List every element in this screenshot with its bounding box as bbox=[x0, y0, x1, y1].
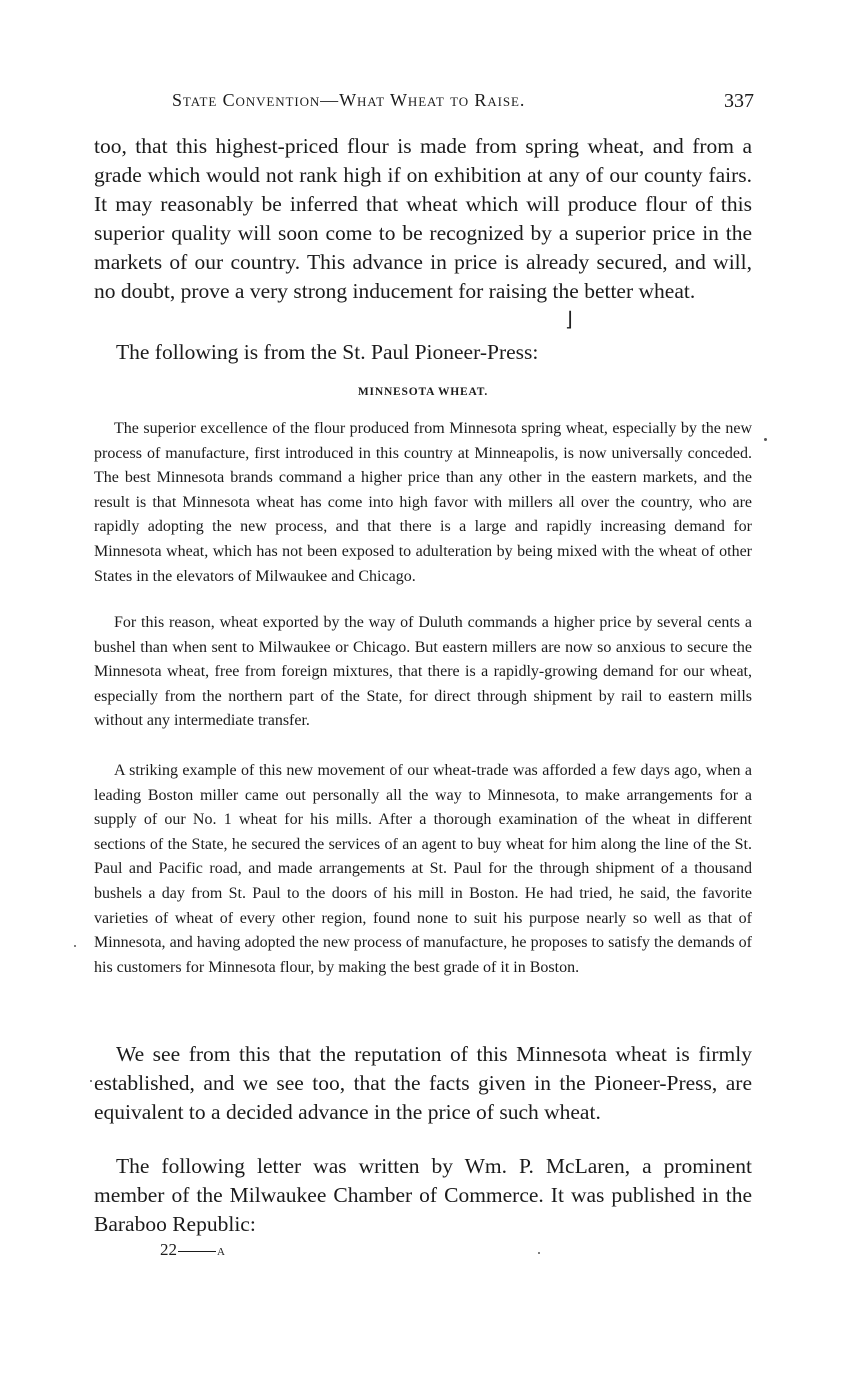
paragraph-opening: too, that this highest-priced flour is made from spring wheat, and from a grade which would not rank high if on exhibition at any of our county fairs. It may reasonably be inferred that wheat which will produce flour of this superior quality will soon come to be recognized by a superior price in the markets of our country. This advance in price is already secured, and will, no doubt, prove a very strong inducement for raising the better wheat. bbox=[94, 134, 752, 303]
paragraph-letter-intro: The following letter was written by Wm. P. McLaren, a prominent member of the Milwaukee Chamber of Commerce. It was published in the Baraboo Republic: bbox=[94, 1154, 752, 1236]
page-number: 337 bbox=[724, 90, 754, 112]
quoted-paragraph-2: For this reason, wheat exported by the way of Duluth commands a higher price by several cents a bushel than when sent to Milwaukee or Chicago. But eastern millers are now so anxious to secure the Minnesota wheat, free from foreign mixtures, that there is a rapidly-growing demand for our wheat, especially from the northern part of the State, for direct through shipment by rail to eastern mills without any intermediate transfer. bbox=[94, 614, 752, 730]
speck-mark bbox=[538, 1252, 540, 1254]
running-head-title: State Convention—What Wheat to Raise. bbox=[172, 90, 526, 110]
handwritten-bracket-mark: ⌋ bbox=[565, 307, 573, 331]
speck-mark bbox=[90, 1080, 92, 1082]
signature-dash bbox=[178, 1251, 216, 1252]
running-head bbox=[94, 90, 754, 116]
quoted-paragraph-1: The superior excellence of the flour produced from Minnesota spring wheat, especially by the new process of manufacture, first introduced in this country at Minneapolis, is now universally conceded. The best Minnesota brands command a higher price than any other in the eastern markets, and the result is that Minnesota wheat has come into high favor with millers all over the country, who are rapidly adopting the new process, and that there is a large and rapidly increasing demand for Minnesota wheat, which has not been exposed to adulteration by being mixed with the wheat of other States in the elevators of Milwaukee and Chicago. bbox=[94, 420, 752, 585]
signature-number: 22 bbox=[160, 1240, 177, 1259]
quoted-paragraph-3: A striking example of this new movement of our wheat-trade was afforded a few days ago, when a leading Boston miller came out personally all the way to Minnesota, to make arrangements for a supply of our No. 1 wheat for his mills. After a thorough examination of the wheat in different sections of the State, he secured the services of an agent to buy wheat for him along the line of the St. Paul and Pacific road, and made arrangements at St. Paul for the through shipment of a thousand bushels a day from St. Paul to the doors of his mill in Boston. He had tried, he said, the favorite varieties of wheat of every other region, found none to suit his purpose nearly so well as that of Minnesota, and having adopted the new process of manufacture, he proposes to satisfy the demands of his customers for Minnesota flour, by making the best grade of it in Boston. bbox=[94, 762, 752, 976]
paragraph-intro-quote: The following is from the St. Paul Pioneer-Press: bbox=[116, 340, 539, 364]
speck-mark bbox=[74, 945, 76, 947]
printer-signature-mark bbox=[160, 1240, 225, 1260]
signature-letter: A bbox=[217, 1246, 226, 1258]
speck-mark bbox=[764, 438, 767, 441]
paragraph-conclusion: We see from this that the reputation of this Minnesota wheat is firmly established, and we see too, that the facts given in the Pioneer-Press, are equivalent to a decided advance in the price of such wheat. bbox=[94, 1042, 752, 1124]
quoted-article-heading: MINNESOTA WHEAT. bbox=[357, 386, 489, 398]
